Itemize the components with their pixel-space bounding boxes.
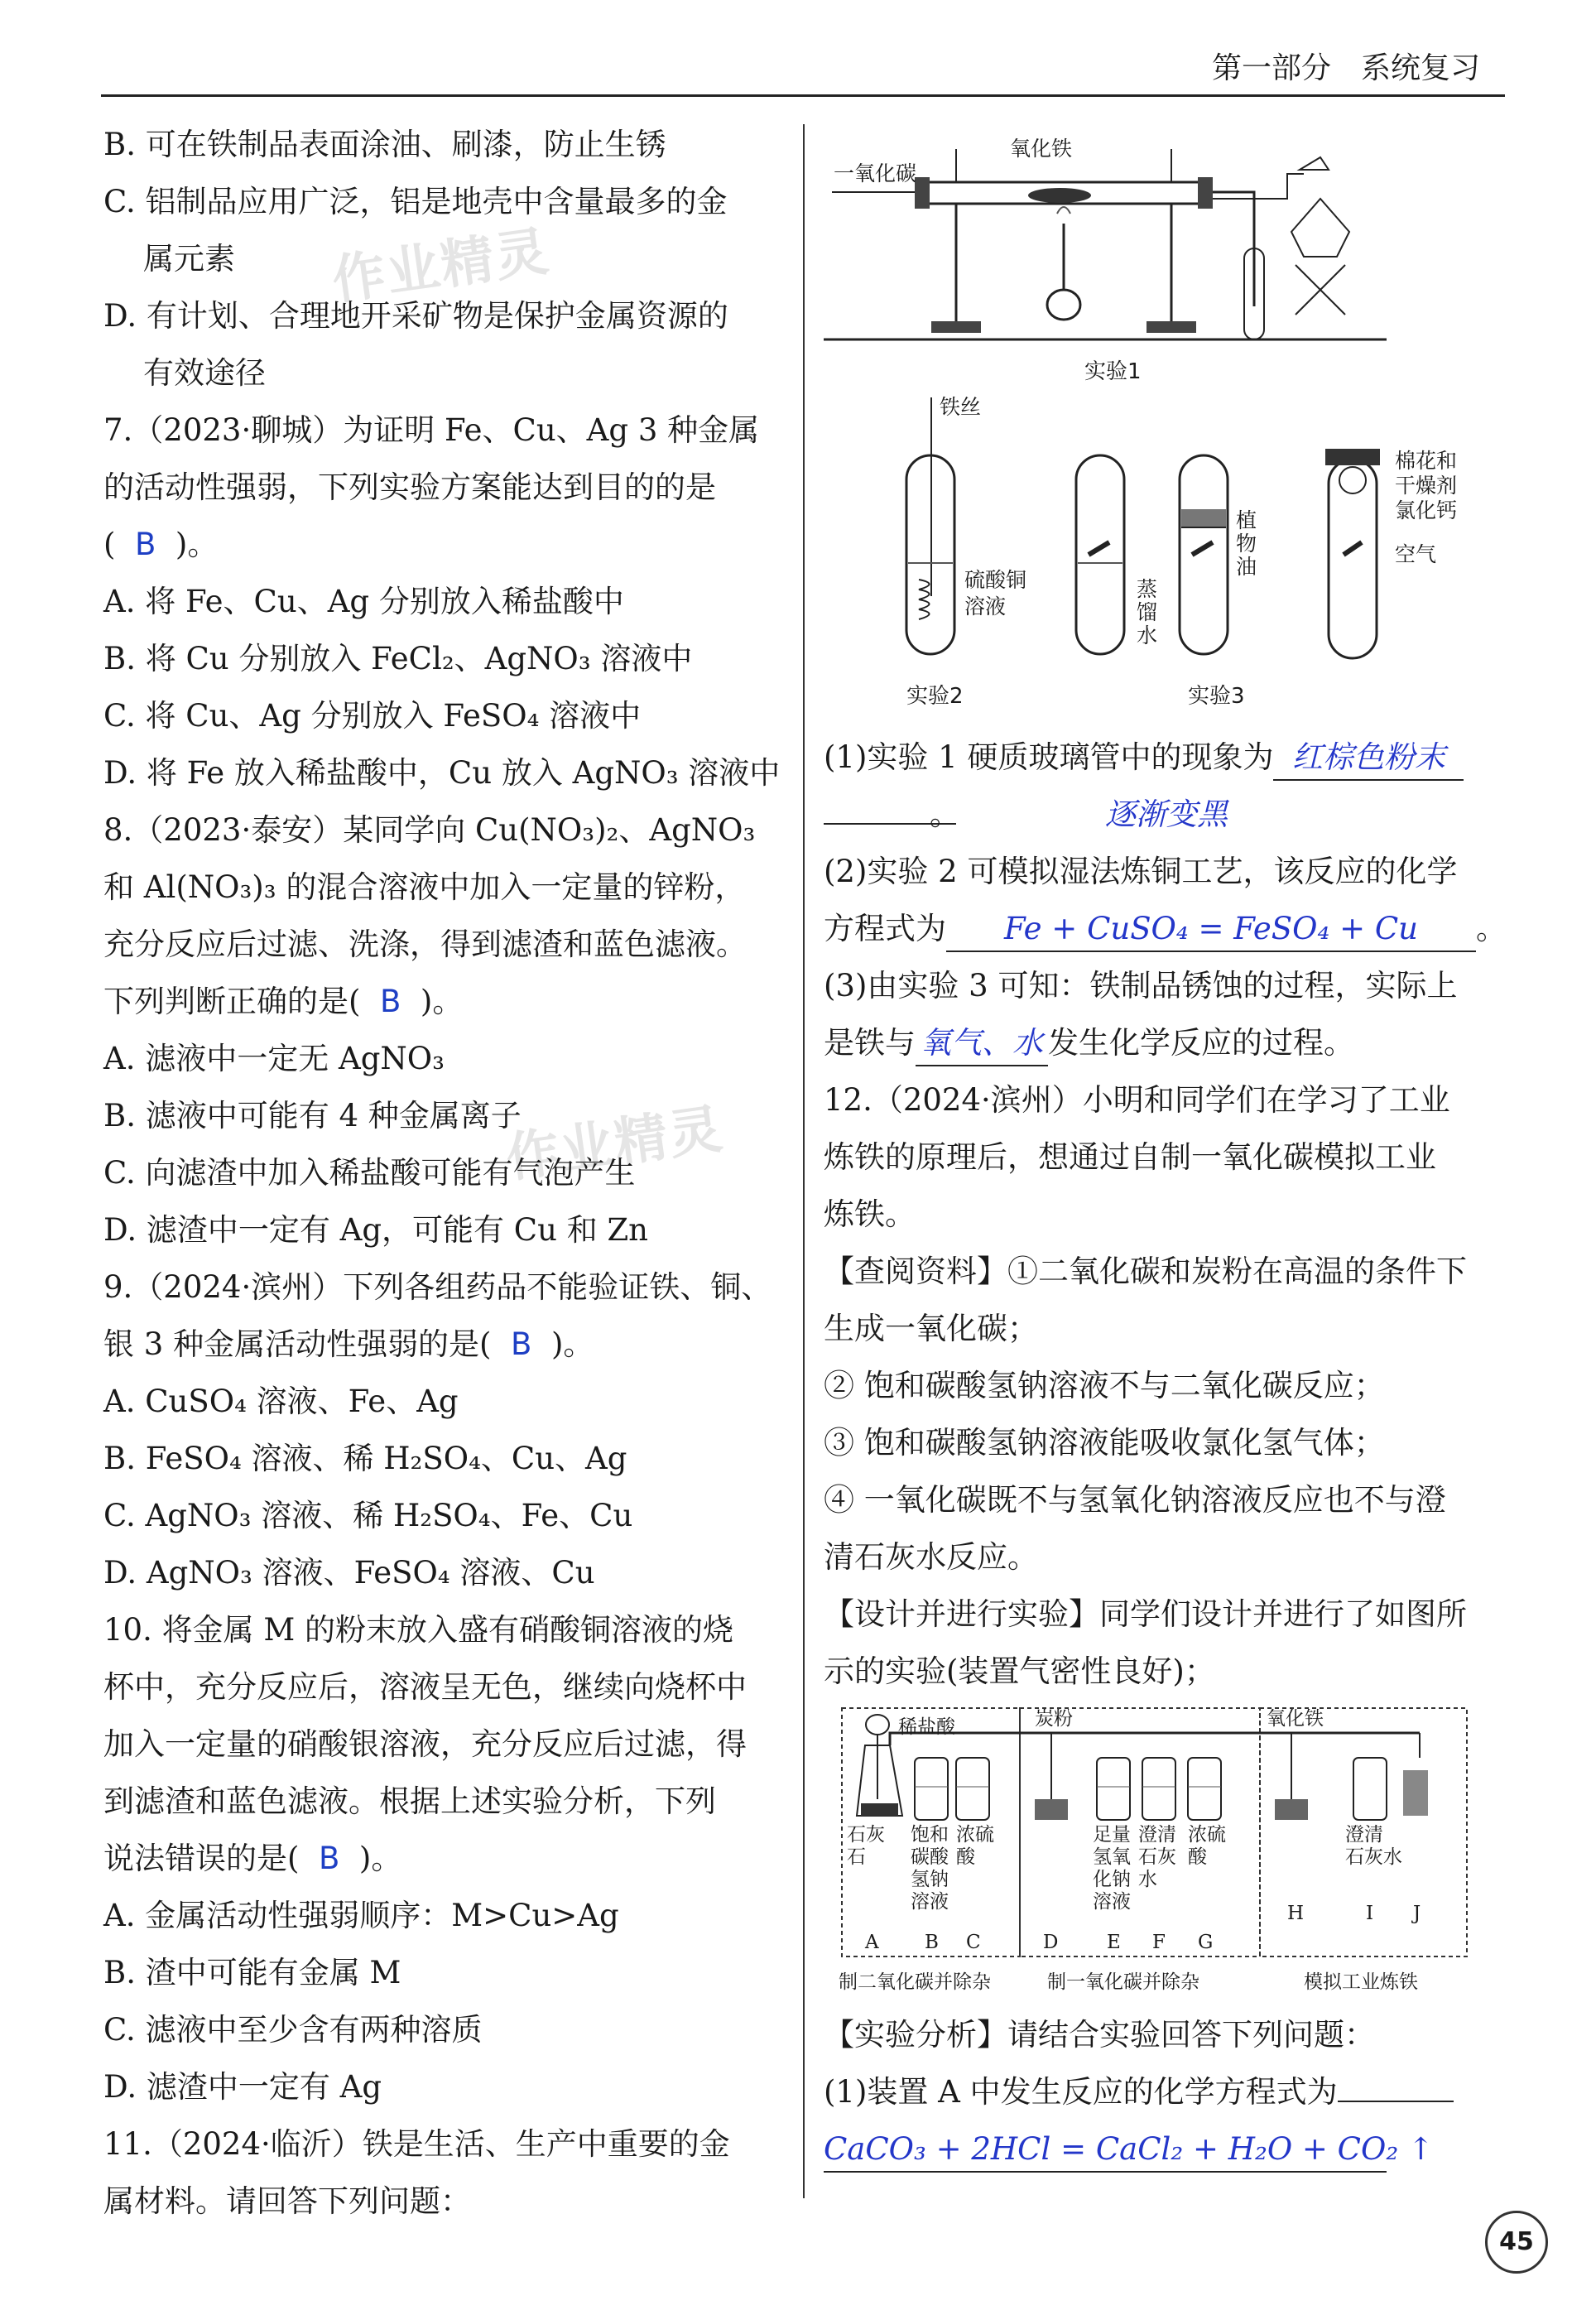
- app-limewater-2: [1345, 1824, 1402, 1869]
- q10-stem-2: 杯中，充分反应后，溶液呈无色，继续向烧杯中: [103, 1669, 747, 1705]
- app-letter-d: D: [1043, 1932, 1059, 1953]
- column-divider: [803, 124, 805, 2198]
- q8-option-b: B. 滤液中可能有 4 种金属离子: [103, 1098, 522, 1133]
- q11-3-text-a: 是铁与: [824, 1025, 916, 1061]
- q8-stem-4-text: 下列判断正确的是(: [103, 984, 361, 1019]
- app-h2so4b-2: 酸: [1188, 1846, 1207, 1868]
- q10-option-c: C. 滤液中至少含有两种溶质: [103, 2012, 483, 2048]
- q7-stem: 7.（2023·聊城）为证明 Fe、Cu、Ag 3 种金属: [103, 412, 760, 448]
- q7-answer: B: [134, 527, 156, 562]
- app-naoh-1: 足量: [1093, 1824, 1131, 1846]
- q11-1-text: (1)实验 1 硬质玻璃管中的现象为: [824, 739, 1274, 775]
- q8-stem-2: 和 Al(NO₃)₃ 的混合溶液中加入一定量的锌粉，: [103, 869, 746, 905]
- q11-3-text-b: 发生化学反应的过程。: [1048, 1025, 1354, 1061]
- app-nahco3-3: 氢钠: [911, 1869, 949, 1890]
- label-plant-oil: [1236, 509, 1257, 579]
- caption-experiment-1: 实验1: [1084, 359, 1142, 384]
- ref-1a: ①二氧化碳和炭粉在高温的条件下: [1007, 1254, 1467, 1289]
- design-1: 同学们设计并进行了如图所: [1099, 1596, 1467, 1632]
- app-limestone-1: 石灰: [847, 1824, 885, 1846]
- q10-stem-3: 加入一定量的硝酸银溶液，充分反应后过滤，得: [103, 1726, 747, 1762]
- label-cuso4-2: 溶液: [964, 594, 1007, 618]
- app-h2so4b-1: 浓硫: [1188, 1824, 1226, 1846]
- page-number: 45: [1485, 2211, 1548, 2274]
- q12-stem-2: 炼铁的原理后，想通过自制一氧化碳模拟工业: [824, 1139, 1436, 1175]
- q11-stem: 11.（2024·临沂）铁是生活、生产中重要的金: [103, 2126, 730, 2162]
- header-title: 第一部分 系统复习: [1211, 51, 1480, 85]
- q10-stem-5: 说法错误的是( B )。: [103, 1841, 402, 1876]
- app-h2so4-b: [1188, 1824, 1226, 1869]
- app-nahco3-4: 溶液: [911, 1891, 949, 1913]
- label-air: 空气: [1395, 542, 1437, 566]
- app-letter-c: C: [966, 1932, 981, 1953]
- caption-experiment-3: 实验3: [1188, 684, 1245, 709]
- app-limewater-2: 石灰: [1138, 1846, 1176, 1868]
- q7-answer-line: ( B )。: [103, 527, 219, 562]
- label-fe2o3: 氧化铁: [1010, 137, 1073, 161]
- watermark: 作业精灵: [328, 220, 554, 312]
- ref-heading: 【查阅资料】: [824, 1254, 1007, 1289]
- q11-1-line: [824, 729, 1511, 786]
- q9-option-b: B. FeSO₄ 溶液、稀 H₂SO₄、Cu、Ag: [103, 1441, 627, 1476]
- q12-ref-3: ③ 饱和碳酸氢钠溶液能吸收氯化氢气体；: [824, 1425, 1385, 1461]
- label-cuso4-1: 硫酸铜: [964, 568, 1027, 592]
- q11-1-end: 。: [930, 797, 960, 832]
- q10-option-b: B. 渣中可能有金属 M: [103, 1955, 401, 1990]
- q7-option-c: C. 将 Cu、Ag 分别放入 FeSO₄ 溶液中: [103, 698, 642, 734]
- app-letter-f: F: [1152, 1932, 1166, 1953]
- q7-option-b: B. 将 Cu 分别放入 FeCl₂、AgNO₃ 溶液中: [103, 641, 693, 676]
- q12-analysis: [824, 2006, 1511, 2063]
- app-letter-g: G: [1198, 1932, 1214, 1953]
- label-iron-wire: 铁丝: [940, 395, 982, 419]
- q12-ref-1b: 生成一氧化碳；: [824, 1311, 1038, 1346]
- label-water-1: 蒸: [1137, 577, 1158, 601]
- q11-1-answer-2: 逐渐变黑: [1105, 797, 1228, 832]
- app-letter-a: A: [865, 1932, 879, 1953]
- app-c-powder: 炭粉: [1035, 1708, 1073, 1730]
- q9-stem-2: 银 3 种金属活动性强弱的是( B )。: [103, 1326, 594, 1362]
- q8-option-c: C. 向滤渣中加入稀盐酸可能有气泡产生: [103, 1155, 636, 1191]
- app-h2so4-2: 酸: [956, 1846, 975, 1868]
- q12-ref-2: ② 饱和碳酸氢钠溶液不与二氧化碳反应；: [824, 1368, 1385, 1403]
- app-letter-b: B: [925, 1932, 939, 1953]
- q6-option-c-cont: 属元素: [143, 241, 235, 277]
- app-nahco3: [911, 1824, 949, 1913]
- app-limestone-2: 石: [847, 1846, 866, 1868]
- app-limestone: [847, 1824, 885, 1869]
- q6-option-b: B. 可在铁制品表面涂油、刷漆，防止生锈: [103, 127, 666, 162]
- q12-ref-4: ④ 一氧化碳既不与氢氧化钠溶液反应也不与澄: [824, 1482, 1446, 1518]
- app-limewater: [1138, 1824, 1176, 1891]
- app-letter-e: E: [1107, 1932, 1121, 1953]
- app-naoh-3: 化钠: [1093, 1869, 1131, 1890]
- watermark: 作业精灵: [502, 1098, 728, 1190]
- q8-stem: 8.（2023·泰安）某同学向 Cu(NO₃)₂、AgNO₃: [103, 812, 756, 848]
- q12-stem: 12.（2024·滨州）小明和同学们在学习了工业: [824, 1082, 1450, 1118]
- q8-option-a: A. 滤液中一定无 AgNO₃: [103, 1041, 445, 1076]
- q11-2-end: 。: [1476, 911, 1507, 946]
- q6-option-d-cont: 有效途径: [143, 355, 266, 391]
- q9-answer: B: [511, 1326, 532, 1362]
- label-cuso4: [964, 567, 1026, 620]
- q7-stem-cont: 的活动性强弱，下列实验方案能达到目的的是: [103, 469, 716, 505]
- q11-1-line-2: [824, 786, 1511, 843]
- app-hcl: 稀盐酸: [898, 1716, 955, 1738]
- label-co: 一氧化碳: [834, 161, 917, 185]
- app-limewater2-1: 澄清: [1345, 1824, 1383, 1846]
- q6-option-c: C. 铝制品应用广泛，铝是地壳中含量最多的金: [103, 184, 728, 219]
- q11-2-line-2: [824, 900, 1511, 957]
- q10-stem-5-text: 说法错误的是(: [103, 1841, 300, 1876]
- app-section-2: 制一氧化碳并除杂: [1047, 1971, 1199, 1993]
- app-naoh-4: 溶液: [1093, 1891, 1131, 1913]
- app-naoh-2: 氢氧: [1093, 1846, 1131, 1868]
- q9-option-d: D. AgNO₃ 溶液、FeSO₄ 溶液、Cu: [103, 1555, 595, 1591]
- q8-answer: B: [379, 984, 401, 1019]
- analysis-text: 请结合实验回答下列问题：: [1007, 2017, 1375, 2053]
- q10-option-d: D. 滤渣中一定有 Ag: [103, 2069, 382, 2105]
- q12-ref-4b: 清石灰水反应。: [824, 1539, 1038, 1575]
- app-limewater2-2: 石灰水: [1345, 1846, 1402, 1868]
- app-letter-h: H: [1287, 1903, 1305, 1924]
- page-header: [101, 41, 1505, 97]
- experiment-23-figure: [824, 397, 1511, 729]
- app-nahco3-2: 碳酸: [911, 1846, 949, 1868]
- q7-option-a: A. 将 Fe、Cu、Ag 分别放入稀盐酸中: [103, 584, 624, 619]
- label-oil-2: 物: [1236, 532, 1257, 556]
- experiment-1-figure: [824, 124, 1511, 397]
- q6-option-d: D. 有计划、合理地开采矿物是保护金属资源的: [103, 298, 728, 334]
- q12-design: [824, 1586, 1511, 1643]
- label-cacl2-2: 干燥剂: [1395, 474, 1458, 498]
- q12-sub-1-answer-line: [824, 2120, 1511, 2178]
- label-cacl2: [1395, 449, 1457, 523]
- q12-sub-1-blank: [1338, 2101, 1454, 2102]
- q11-stem-2: 属材料。请回答下列问题：: [103, 2183, 471, 2219]
- q9-option-c: C. AgNO₃ 溶液、稀 H₂SO₄、Fe、Cu: [103, 1498, 633, 1533]
- caption-experiment-2: 实验2: [906, 684, 964, 709]
- app-h2so4-1: 浓硫: [956, 1824, 994, 1846]
- q11-2-line: (2)实验 2 可模拟湿法炼铜工艺，该反应的化学: [824, 854, 1458, 889]
- app-limewater-3: 水: [1138, 1869, 1157, 1890]
- app-fe2o3: 氧化铁: [1267, 1708, 1324, 1730]
- app-letter-j: J: [1413, 1903, 1421, 1924]
- design-heading: 【设计并进行实验】: [824, 1596, 1099, 1632]
- q12-sub-1: [824, 2063, 1511, 2120]
- q12-sub-1-text: (1)装置 A 中发生反应的化学方程式为: [824, 2074, 1338, 2110]
- app-section-1: 制二氧化碳并除杂: [839, 1971, 991, 1993]
- app-letter-i: I: [1366, 1903, 1374, 1924]
- q11-3-line: (3)由实验 3 可知：铁制品锈蚀的过程，实际上: [824, 968, 1458, 1003]
- experiment-1-apparatus: [824, 124, 1511, 397]
- q12-stem-3: 炼铁。: [824, 1196, 916, 1232]
- q12-sub-1-answer: CaCO₃ + 2HCl = CaCl₂ + H₂O + CO₂ ↑: [824, 2128, 1387, 2173]
- label-water-2: 馏: [1137, 600, 1158, 624]
- label-distilled-water: [1137, 578, 1157, 647]
- q10-stem-4: 到滤渣和蓝色滤液。根据上述实验分析，下列: [103, 1783, 716, 1819]
- app-h2so4: [956, 1824, 994, 1869]
- q8-stem-3: 充分反应后过滤、洗涤，得到滤渣和蓝色滤液。: [103, 926, 747, 962]
- right-column: [824, 124, 1511, 2178]
- label-water-3: 水: [1137, 623, 1158, 647]
- q8-option-d: D. 滤渣中一定有 Ag，可能有 Cu 和 Zn: [103, 1212, 648, 1248]
- q11-2-answer: Fe + CuSO₄ = FeSO₄ + Cu: [946, 907, 1476, 952]
- q10-stem: 10. 将金属 M 的粉末放入盛有硝酸铜溶液的烧: [103, 1612, 734, 1648]
- q9-stem: 9.（2024·滨州）下列各组药品不能验证铁、铜、: [103, 1269, 772, 1305]
- app-nahco3-1: 饱和: [911, 1824, 949, 1846]
- label-cacl2-1: 棉花和: [1395, 449, 1458, 473]
- label-cacl2-3: 氯化钙: [1395, 498, 1458, 522]
- q8-stem-4: 下列判断正确的是( B )。: [103, 984, 464, 1019]
- q12-design-2: 示的实验(装置气密性良好)；: [824, 1653, 1215, 1689]
- q11-3-answer: 氧气、水: [916, 1022, 1048, 1066]
- analysis-heading: 【实验分析】: [824, 2017, 1007, 2053]
- q7-option-d: D. 将 Fe 放入稀盐酸中，Cu 放入 AgNO₃ 溶液中: [103, 755, 781, 791]
- q11-2-text: 方程式为: [824, 911, 946, 946]
- q9-option-a: A. CuSO₄ 溶液、Fe、Ag: [103, 1384, 459, 1419]
- app-naoh: [1093, 1824, 1131, 1913]
- q11-3-line-2: [824, 1014, 1511, 1071]
- label-oil-1: 植: [1236, 508, 1257, 532]
- co-apparatus-figure: [824, 1700, 1511, 2006]
- left-column: [103, 116, 791, 2230]
- label-oil-3: 油: [1236, 555, 1257, 579]
- app-limewater-1: 澄清: [1138, 1824, 1176, 1846]
- q10-answer: B: [318, 1841, 340, 1876]
- q9-stem-2-text: 银 3 种金属活动性强弱的是(: [103, 1326, 492, 1362]
- q10-option-a: A. 金属活动性强弱顺序：M>Cu>Ag: [103, 1898, 619, 1933]
- q11-1-answer-1: 红棕色粉末: [1273, 736, 1464, 781]
- app-section-3: 模拟工业炼铁: [1304, 1971, 1418, 1993]
- q12-ref-1: [824, 1243, 1511, 1300]
